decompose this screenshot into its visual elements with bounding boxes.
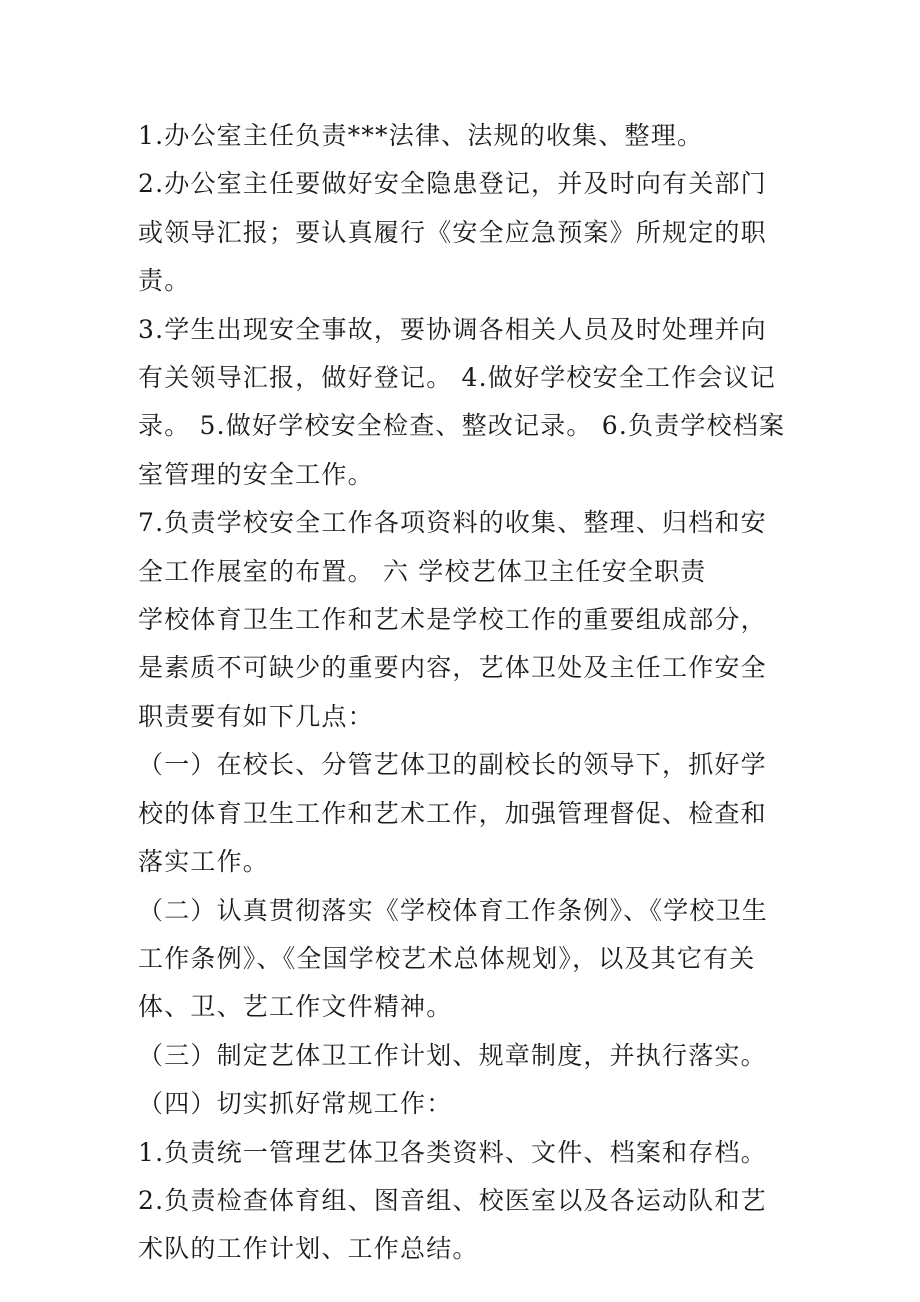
paragraph-10: 1.负责统一管理艺体卫各类资料、文件、档案和存档。 — [138, 1137, 767, 1167]
document-body — [138, 112, 788, 1274]
paragraph-6: （一）在校长、分管艺体卫的副校长的领导下，抓好学校的体育卫生工作和艺术工作，加强管理督促、检查和落实工作。 — [138, 750, 767, 877]
paragraph-5: 学校体育卫生工作和艺术是学校工作的重要组成部分，是素质不可缺少的重要内容，艺体卫处及主任工作安全职责要有如下几点： — [138, 605, 767, 731]
paragraph-11: 2.负责检查体育组、图音组、校医室以及各运动队和艺术队的工作计划、工作总结。 — [138, 1185, 767, 1264]
paragraph-2: 2.办公室主任要做好安全隐患登记，并及时向有关部门或领导汇报；要认真履行《安全应急预案》所规定的职责。 — [138, 169, 767, 296]
paragraph-1: 1.办公室主任负责***法律、法规的收集、整理。 — [138, 121, 704, 150]
paragraph-4: 7.负责学校安全工作各项资料的收集、整理、归档和安全工作展室的布置。 六 学校艺体卫主任安全职责 — [138, 508, 767, 586]
paragraph-8: （三）制定艺体卫工作计划、规章制度，并执行落实。 — [138, 1040, 767, 1070]
paragraph-7: （二）认真贯彻落实《学校体育工作条例》、《学校卫生工作条例》、《全国学校艺术总体规划》，以及其它有关体、卫、艺工作文件精神。 — [138, 895, 769, 1022]
paragraph-3: 3.学生出现安全事故，要协调各相关人员及时处理并向有关领导汇报，做好登记。 4.做好学校安全工作会议记录。 5.做好学校安全检查、整改记录。 6.负责学校档案室管理的安全工作。 — [138, 314, 786, 489]
paragraph-9: （四）切实抓好常规工作： — [138, 1089, 453, 1119]
